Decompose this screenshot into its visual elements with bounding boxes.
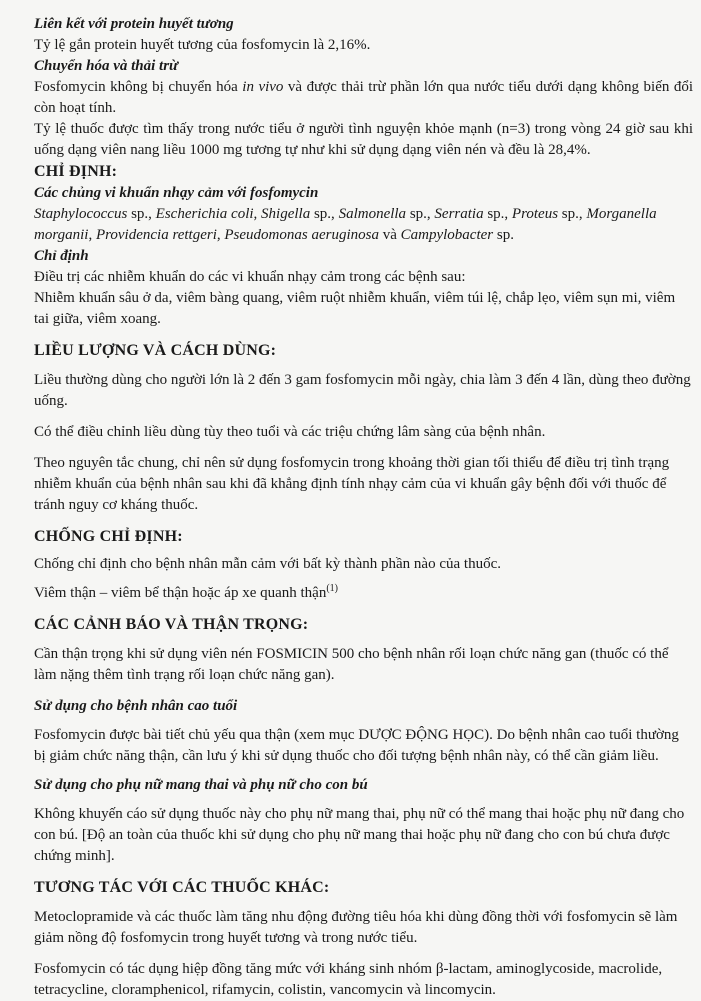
dosage-paragraph-3: Theo nguyên tắc chung, chỉ nên sử dụng fosfomycin trong khoảng thời gian tối thiểu để điều trị tình trạng nhiễm khuẩn của bệnh nhân sau khi đã khẳng định tính nhạy cảm của vi khuẩn gây bệnh đối với thuốc để tránh nguy cơ kháng thuốc. bbox=[34, 455, 670, 513]
bacteria-name: Escherichia coli bbox=[155, 206, 254, 222]
pregnancy-paragraph: Không khuyến cáo sử dụng thuốc này cho phụ nữ mang thai, phụ nữ có thể mang thai hoặc phụ nữ đang cho con bú. [Độ an toàn của thuốc khi sử dụng cho phụ nữ mang thai hoặc phụ nữ đang cho con bú chưa được chứng minh]. bbox=[34, 806, 685, 864]
bacteria-separator: và bbox=[378, 227, 401, 243]
indication-paragraph-1: Điều trị các nhiễm khuẩn do các vi khuẩn nhạy cảm trong các bệnh sau: bbox=[34, 269, 466, 285]
interactions-paragraph-2: Fosfomycin có tác dụng hiệp đồng tăng mức với kháng sinh nhóm β-lactam, aminoglycoside, macrolide, tetracycline, cloramphenicol, rifamycin, colistin, vancomycin và lincomycin. bbox=[34, 961, 663, 998]
heading-indications: CHỈ ĐỊNH: bbox=[34, 163, 118, 180]
bacteria-name: Staphylococcus bbox=[34, 206, 128, 222]
bacteria-name: Providencia rettgeri bbox=[95, 227, 217, 243]
heading-interactions: TƯƠNG TÁC VỚI CÁC THUỐC KHÁC: bbox=[34, 879, 330, 896]
dosage-paragraph-2: Có thể điều chỉnh liều dùng tùy theo tuổi và các triệu chứng lâm sàng của bệnh nhân. bbox=[34, 424, 546, 440]
subheading-indication: Chỉ định bbox=[34, 248, 89, 264]
bacteria-separator: sp., bbox=[310, 206, 339, 222]
bacteria-separator: , bbox=[253, 206, 262, 222]
bacteria-name: Campylobacter bbox=[400, 227, 494, 243]
bacteria-name: Serratia bbox=[434, 206, 484, 222]
bacteria-separator: , bbox=[88, 227, 96, 243]
section-title-protein-binding: Liên kết với protein huyết tương bbox=[34, 16, 234, 32]
bacteria-separator: sp., bbox=[406, 206, 435, 222]
footnote-marker: (1) bbox=[326, 583, 339, 594]
bacteria-name: Proteus bbox=[511, 206, 559, 222]
bacteria-separator: sp. bbox=[493, 227, 514, 243]
dosage-paragraph-1: Liều thường dùng cho người lớn là 2 đến 3 gam fosfomycin mỗi ngày, chia làm 3 đến 4 lần, dùng theo đường uống. bbox=[34, 372, 691, 409]
in-vivo-term: in vivo bbox=[242, 79, 284, 95]
contraindication-paragraph-1: Chống chỉ định cho bệnh nhân mẫn cảm với bất kỳ thành phần nào của thuốc. bbox=[34, 556, 501, 572]
elderly-paragraph: Fosfomycin được bài tiết chủ yếu qua thận (xem mục DƯỢC ĐỘNG HỌC). Do bệnh nhân cao tuổi thường bị giảm chức năng thận, cần lưu ý khi sử dụng thuốc cho đối tượng bệnh nhân này, có thể cần giảm liều. bbox=[34, 727, 679, 764]
subheading-elderly: Sử dụng cho bệnh nhân cao tuổi bbox=[34, 698, 238, 714]
metabolism-paragraph-2: Tỷ lệ thuốc được tìm thấy trong nước tiểu ở người tình nguyện khỏe mạnh (n=3) trong vòng 24 giờ sau khi uống dạng viên nang liều 1000 mg tương tự như khi sử dụng dạng viên nén và đều là 28,4%. bbox=[34, 121, 693, 158]
text-run: Viêm thận – viêm bể thận hoặc áp xe quanh thận bbox=[34, 585, 327, 601]
text-run: Fosfomycin không bị chuyển hóa bbox=[34, 79, 243, 95]
warnings-paragraph-1: Cần thận trọng khi sử dụng viên nén FOSMICIN 500 cho bệnh nhân rối loạn chức năng gan (thuốc có thể làm nặng thêm tình trạng rối loạn chức năng gan). bbox=[34, 646, 669, 683]
bacteria-separator: sp., bbox=[127, 206, 156, 222]
bacteria-name: Salmonella bbox=[338, 206, 407, 222]
protein-binding-text: Tỷ lệ gắn protein huyết tương của fosfomycin là 2,16%. bbox=[34, 37, 371, 53]
metabolism-paragraph-1 bbox=[34, 77, 693, 119]
bacteria-name: Shigella bbox=[261, 206, 311, 222]
indication-paragraph-2: Nhiễm khuẩn sâu ở da, viêm bàng quang, viêm ruột nhiễm khuẩn, viêm túi lệ, chắp lẹo, viêm sụn mi, viêm tai giữa, viêm xoang. bbox=[34, 290, 676, 327]
heading-warnings: CÁC CẢNH BÁO VÀ THẬN TRỌNG: bbox=[34, 616, 309, 633]
heading-contraindications: CHỐNG CHỈ ĐỊNH: bbox=[34, 528, 183, 545]
text-run: và được thải trừ phần lớn qua nước tiểu dưới dạng không biến đổi còn hoạt tính. bbox=[34, 79, 694, 116]
bacteria-separator: , bbox=[216, 227, 225, 243]
section-title-metabolism: Chuyển hóa và thải trừ bbox=[34, 58, 179, 74]
interactions-paragraph-1: Metoclopramide và các thuốc làm tăng nhu động đường tiêu hóa khi dùng đồng thời với fosfomycin sẽ làm giảm nồng độ fosfomycin trong huyết tương và trong nước tiểu. bbox=[34, 909, 678, 946]
bacteria-separator: sp., bbox=[558, 206, 587, 222]
bacteria-name: Morganella morganii bbox=[34, 206, 657, 243]
bacteria-name: Pseudomonas aeruginosa bbox=[224, 227, 379, 243]
subheading-pregnancy: Sử dụng cho phụ nữ mang thai và phụ nữ cho con bú bbox=[34, 777, 368, 793]
bacteria-list bbox=[34, 204, 693, 246]
subheading-susceptible-strains: Các chủng vi khuẩn nhạy cảm với fosfomycin bbox=[34, 185, 319, 201]
heading-dosage: LIỀU LƯỢNG VÀ CÁCH DÙNG: bbox=[34, 342, 277, 359]
contraindication-paragraph-2 bbox=[34, 583, 693, 604]
bacteria-separator: sp., bbox=[483, 206, 512, 222]
